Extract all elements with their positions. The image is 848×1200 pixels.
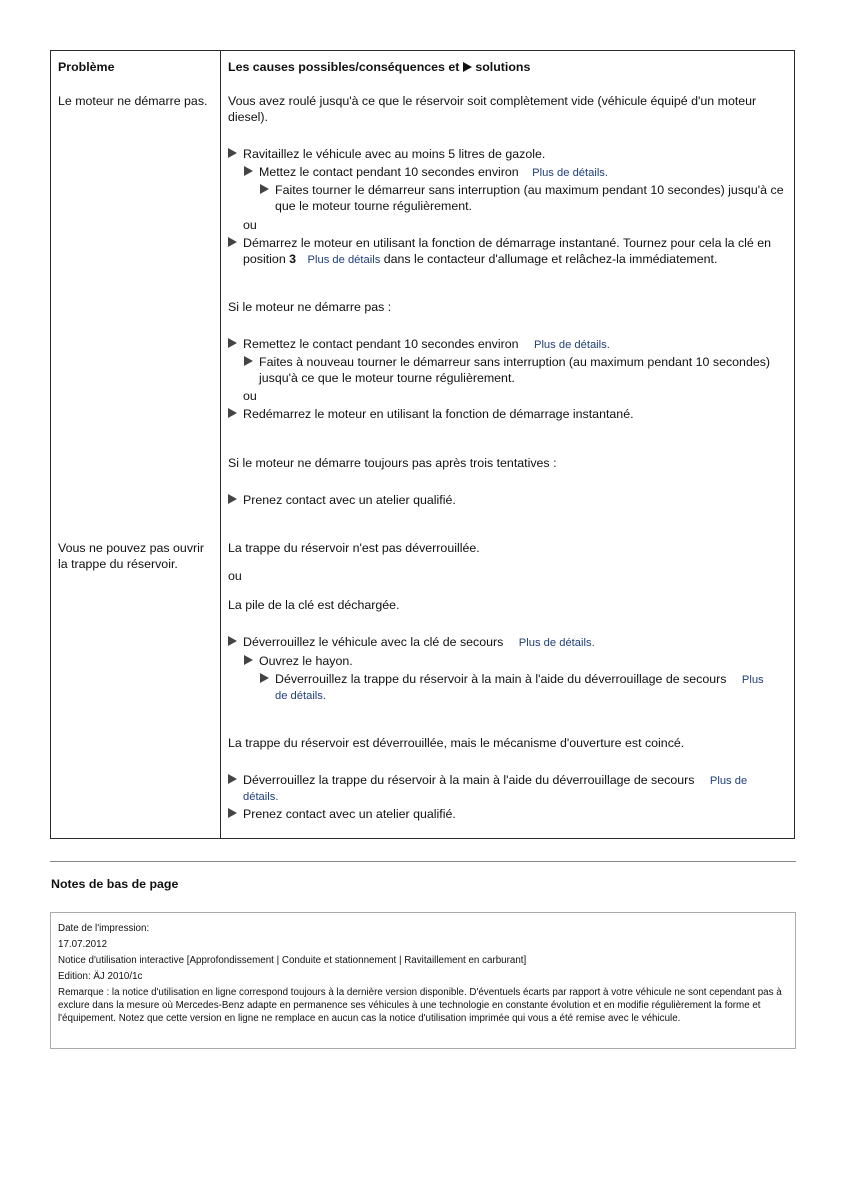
step-emergency-key: Déverrouillez le véhicule avec la clé de secours Plus de détails. bbox=[243, 635, 595, 649]
triangle-right-icon bbox=[228, 148, 237, 158]
problem-engine-not-starting: Le moteur ne démarre pas. bbox=[58, 94, 208, 108]
cause-mechanism-stuck: La trappe du réservoir est déverrouillée, mais le mécanisme d'ouverture est coincé. bbox=[228, 736, 685, 750]
cause-flap-locked: La trappe du réservoir n'est pas déverrouillée. bbox=[228, 541, 480, 555]
triangle-right-icon bbox=[463, 62, 472, 72]
step-contact-workshop: Prenez contact avec un atelier qualifié. bbox=[243, 493, 456, 507]
triangle-right-icon bbox=[228, 636, 237, 646]
or-label: ou bbox=[228, 569, 242, 583]
triangle-right-icon bbox=[244, 356, 253, 366]
separator-line bbox=[50, 861, 796, 862]
problem-fuel-flap: Vous ne pouvez pas ouvrir la trappe du réservoir. bbox=[58, 541, 205, 571]
step-refuel: Ravitaillez le véhicule avec au moins 5 litres de gazole. bbox=[243, 147, 546, 161]
step-restart-instant: Redémarrez le moteur en utilisant la fonction de démarrage instantané. bbox=[243, 407, 634, 421]
step-crank-again: Faites à nouveau tourner le démarreur sans interruption (au maximum pendant 10 secondes) jusqu'à ce que le moteur tourne régulièrement. bbox=[259, 355, 771, 385]
triangle-right-icon bbox=[260, 184, 269, 194]
print-date-value: 17.07.2012 bbox=[58, 939, 108, 950]
more-details-link[interactable]: Plus de détails bbox=[307, 254, 381, 266]
step-contact-workshop-2: Prenez contact avec un atelier qualifié. bbox=[243, 807, 456, 821]
step-ignition-again: Remettez le contact pendant 10 secondes environ Plus de détails. bbox=[243, 337, 610, 351]
step-crank-starter: Faites tourner le démarreur sans interruption (au maximum pendant 10 secondes) jusqu'à ce que le moteur tourne régulièrement. bbox=[275, 183, 784, 213]
triangle-right-icon bbox=[228, 408, 237, 418]
footnotes-title: Notes de bas de page bbox=[51, 877, 179, 891]
or-label: ou bbox=[243, 389, 257, 403]
print-date-label: Date de l'impression: bbox=[58, 923, 150, 934]
triangle-right-icon bbox=[244, 655, 253, 665]
cause-empty-tank: Vous avez roulé jusqu'à ce que le réservoir soit complètement vide (véhicule équipé d'un moteur diesel). bbox=[228, 94, 757, 124]
header-problem: Problème bbox=[58, 60, 115, 74]
remark: Remarque : la notice d'utilisation en ligne correspond toujours à la dernière version disponible. D'éventuels écarts par rapport à votre véhicule ne sont cependant pas à exclure dans la mesure où Mercedes-Benz adapte en permanence ses véhicules à une technologie en constante évolution et en modifie régulièrement la forme et l'équipement. Notez que cette version en ligne ne remplace en aucun cas la notice d'utilisation imprimée qui vous a été remise avec le véhicule. bbox=[58, 987, 782, 1024]
more-details-link-continued[interactable]: détails. bbox=[243, 791, 279, 803]
triangle-right-icon bbox=[228, 494, 237, 504]
triangle-right-icon bbox=[228, 774, 237, 784]
triangle-right-icon bbox=[260, 673, 269, 683]
triangle-right-icon bbox=[244, 166, 253, 176]
step-instant-start: Démarrez le moteur en utilisant la fonction de démarrage instantané. Tournez pour cela la clé en position 3 Plus de détails dans le contacteur d'allumage et relâchez-la immédiatement. bbox=[243, 236, 772, 266]
more-details-link[interactable]: Plus de détails bbox=[532, 167, 605, 179]
troubleshooting-table bbox=[50, 50, 795, 839]
or-label: ou bbox=[243, 218, 257, 232]
more-details-link[interactable]: Plus de bbox=[709, 775, 748, 787]
more-details-link[interactable]: Plus de détails bbox=[533, 339, 607, 351]
more-details-link[interactable]: Plus bbox=[741, 674, 764, 686]
triangle-right-icon bbox=[228, 237, 237, 247]
edition: Edition: ÄJ 2010/1c bbox=[58, 971, 143, 982]
step-ignition-10s: Mettez le contact pendant 10 secondes environ Plus de détails. bbox=[259, 165, 609, 179]
step-open-tailgate: Ouvrez le hayon. bbox=[259, 654, 353, 668]
print-info-box bbox=[50, 912, 796, 1049]
triangle-right-icon bbox=[228, 808, 237, 818]
more-details-link[interactable]: Plus de détails bbox=[518, 637, 592, 649]
if-not-starting: Si le moteur ne démarre pas : bbox=[228, 300, 392, 314]
more-details-link-continued[interactable]: de détails. bbox=[275, 690, 327, 702]
step-manual-release: Déverrouillez la trappe du réservoir à la main à l'aide du déverrouillage de secours Plus bbox=[275, 672, 764, 686]
if-still-not-starting: Si le moteur ne démarre toujours pas après trois tentatives : bbox=[228, 456, 557, 470]
triangle-right-icon bbox=[228, 338, 237, 348]
cause-key-battery: La pile de la clé est déchargée. bbox=[228, 598, 400, 612]
header-solutions: Les causes possibles/conséquences et solutions bbox=[228, 60, 531, 74]
step-manual-release-2: Déverrouillez la trappe du réservoir à la main à l'aide du déverrouillage de secours Plus de bbox=[243, 773, 748, 787]
column-divider bbox=[220, 51, 221, 838]
notice-path: Notice d'utilisation interactive [Approfondissement | Conduite et stationnement | Ravitaillement en carburant] bbox=[58, 955, 527, 966]
